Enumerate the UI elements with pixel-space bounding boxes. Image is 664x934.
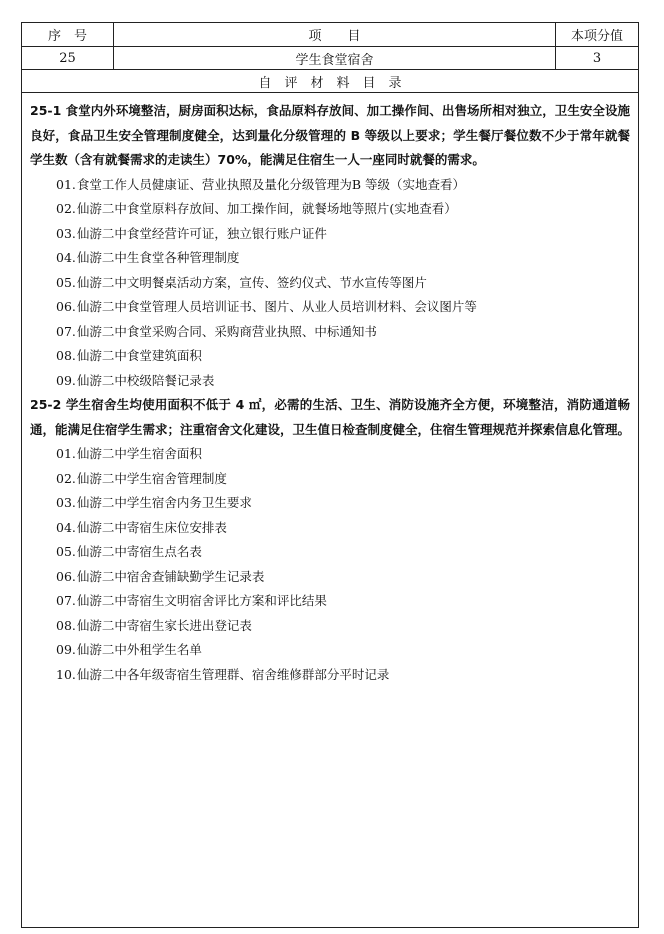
list-item: 03.仙游二中食堂经营许可证，独立银行账户证件 bbox=[56, 225, 327, 241]
list-item: 02.仙游二中食堂原料存放间、加工操作间，就餐场地等照片(实地查看） bbox=[56, 201, 457, 216]
section-heading: 25-2 学生宿舍生均使用面积不低于 4 ㎡，必需的生活、卫生、消防设施齐全方便，环境整洁，消防通道畅通，能满足住宿学生需求；注重宿舍文化建设，卫生值日检查制度健全，住宿生管理规范并探索信息化管理。 bbox=[30, 397, 631, 437]
entry-item: 学生食堂宿舍 bbox=[114, 47, 556, 69]
entry-row bbox=[22, 47, 638, 70]
entry-score: 3 bbox=[592, 50, 602, 66]
catalog-title: 自 评 材 料 目 录 bbox=[22, 70, 638, 93]
list-item: 05.仙游二中寄宿生点名表 bbox=[56, 544, 202, 559]
list-item: 10.仙游二中各年级寄宿生管理群、宿舍维修群部分平时记录 bbox=[56, 666, 390, 682]
col-item-header: 项 目 bbox=[114, 23, 556, 46]
list-item: 05.仙游二中文明餐桌活动方案，宣传、签约仪式、节水宣传等图片 bbox=[56, 274, 427, 290]
list-item: 03.仙游二中学生宿舍内务卫生要求 bbox=[56, 495, 252, 510]
list-item: 07.仙游二中寄宿生文明宿舍评比方案和评比结果 bbox=[56, 593, 327, 608]
header-row bbox=[22, 23, 638, 47]
col-score-header: 本项分值 bbox=[570, 29, 623, 44]
list-item: 01.仙游二中学生宿舍面积 bbox=[56, 446, 202, 461]
list-item: 02.仙游二中学生宿舍管理制度 bbox=[56, 470, 227, 486]
section-items bbox=[30, 173, 630, 394]
section-heading: 25-1 食堂内外环境整洁，厨房面积达标，食品原料存放间、加工操作间、出售场所相对独立，卫生安全设施良好，食品卫生安全管理制度健全，达到量化分级管理的 B 等级以上要求；学生餐厅餐位数不少于常年就餐学生数（含有就餐需求的走读生）70%，能满足住宿生一人一座同时就餐的需求。 bbox=[30, 103, 630, 167]
list-item: 09.仙游二中校级陪餐记录表 bbox=[56, 372, 215, 388]
list-item: 06.仙游二中宿舍查铺缺勤学生记录表 bbox=[56, 568, 265, 584]
list-item: 04.仙游二中生食堂各种管理制度 bbox=[56, 250, 240, 265]
list-item: 07.仙游二中食堂采购合同、采购商营业执照、中标通知书 bbox=[56, 323, 377, 339]
col-index-header: 序 号 bbox=[22, 23, 114, 46]
evaluation-form bbox=[21, 22, 639, 928]
list-item: 08.仙游二中食堂建筑面积 bbox=[56, 348, 202, 363]
entry-index: 25 bbox=[22, 47, 114, 69]
section-items bbox=[30, 442, 630, 687]
catalog-content bbox=[22, 93, 638, 687]
list-item: 04.仙游二中寄宿生床位安排表 bbox=[56, 519, 227, 535]
list-item: 09.仙游二中外租学生名单 bbox=[56, 642, 202, 657]
list-item: 06.仙游二中食堂管理人员培训证书、图片、从业人员培训材料、会议图片等 bbox=[56, 299, 477, 314]
list-item: 08.仙游二中寄宿生家长进出登记表 bbox=[56, 617, 252, 633]
list-item: 01.食堂工作人员健康证、营业执照及量化分级管理为B 等级（实地查看） bbox=[56, 176, 466, 192]
